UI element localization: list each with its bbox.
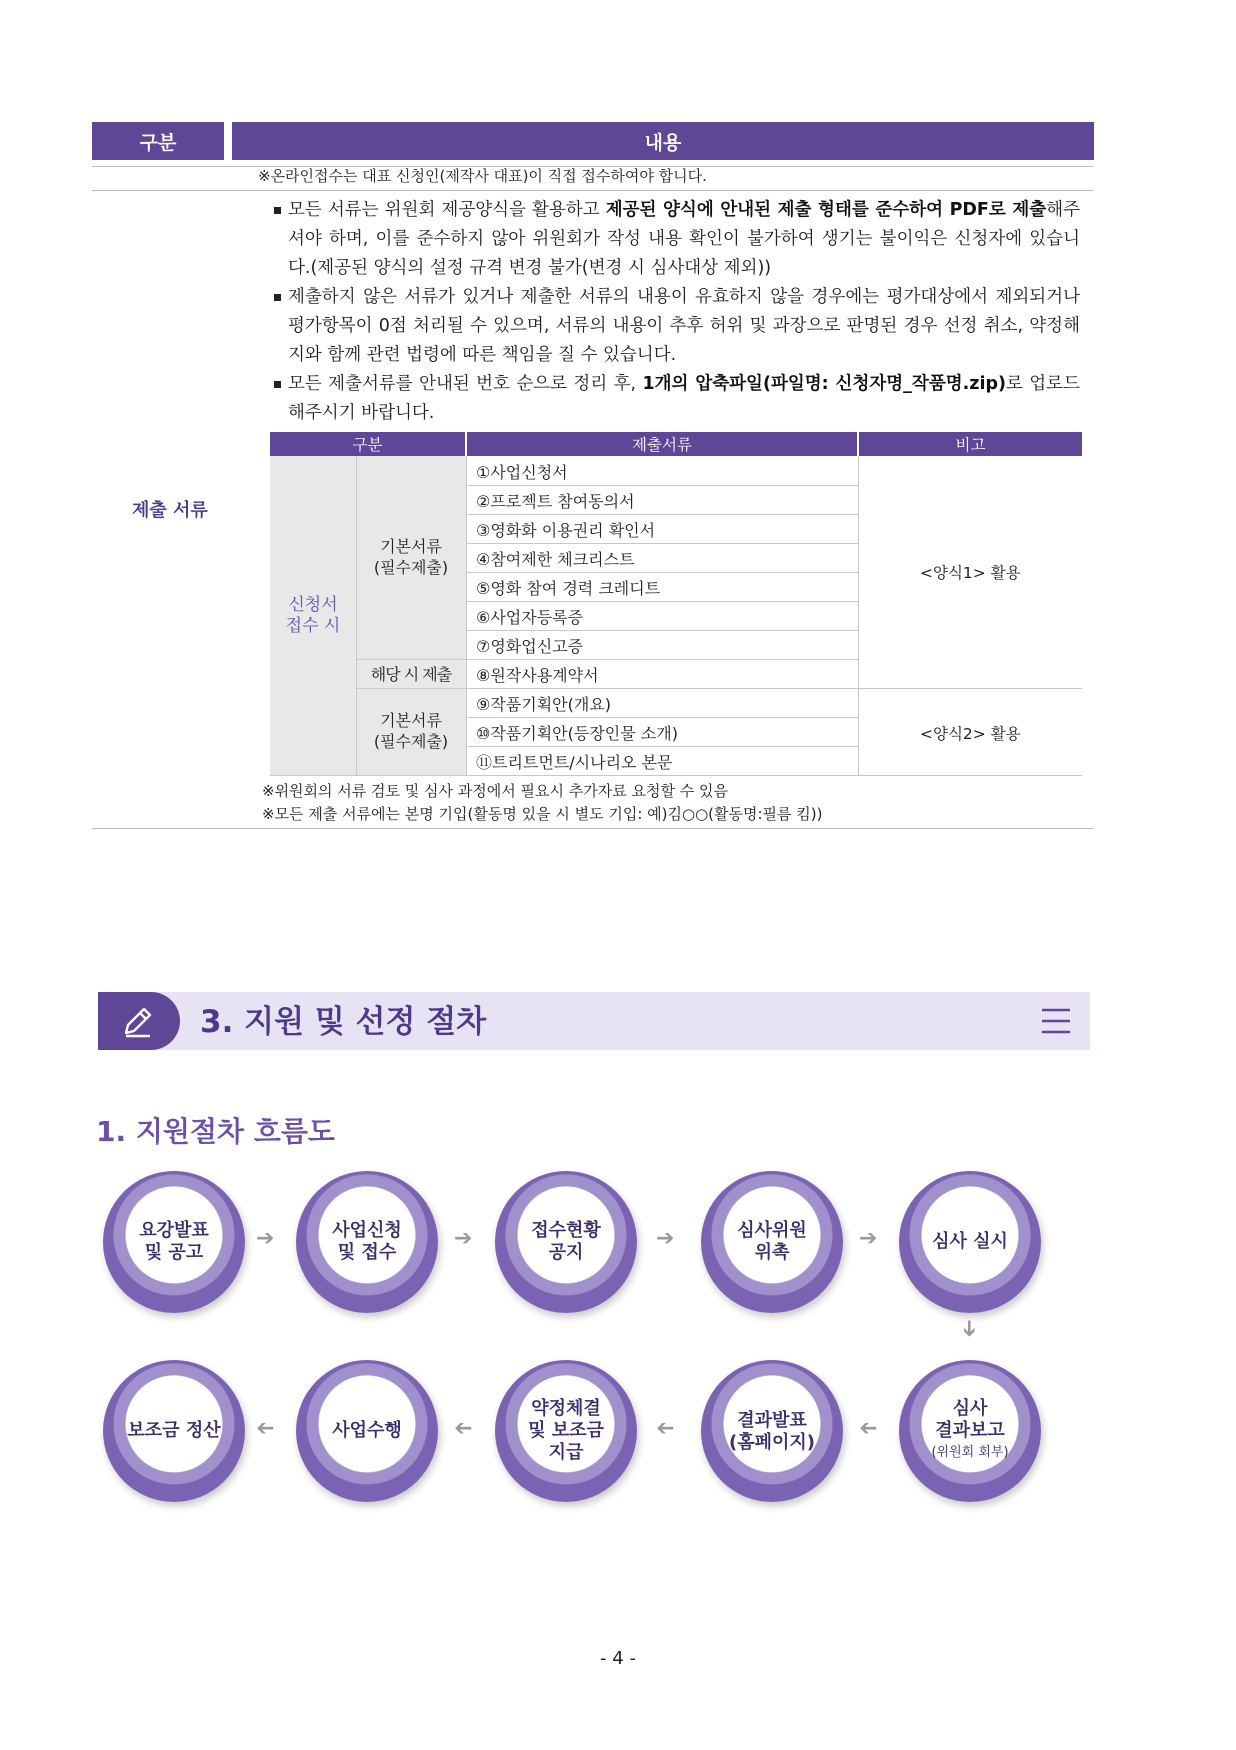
grid-line (858, 456, 859, 776)
grid-line (466, 456, 467, 776)
flow-step-label (495, 1220, 637, 1264)
header-col-content-label: 내용 (644, 131, 682, 154)
flow-step-label (495, 1398, 637, 1464)
arrow-right-icon: ➔ (256, 1226, 275, 1251)
flow-step-line: 결과발표 (737, 1410, 807, 1431)
grid-line (466, 717, 858, 718)
category-line: 기본서류 (380, 711, 442, 730)
remark-form1: <양식1> 활용 (920, 564, 1021, 582)
guideline-text: 모든 제출서류를 안내된 번호 순으로 정리 후, (288, 374, 643, 394)
note-line: ※위원회의 서류 검토 및 심사 과정에서 필요시 추가자료 요청할 수 있음 (262, 782, 728, 800)
document-item: ①사업신청서 (476, 463, 568, 482)
category-group-line: 신청서 (288, 595, 338, 615)
grid-line (356, 659, 858, 660)
arrow-right-icon: ➔ (454, 1226, 473, 1251)
inner-header-label: 제출서류 (632, 436, 692, 454)
document-item: ⑤영화 참여 경력 크레디트 (476, 579, 661, 598)
arrow-down-icon: ➔ (956, 1319, 982, 1338)
guideline-text: 로 업로드 해주시기 바랍니다. (288, 374, 1080, 423)
flow-step-line: 및 공고 (144, 1242, 204, 1263)
arrow-left-icon: ➔ (256, 1416, 275, 1441)
document-item: ③영화화 이용권리 확인서 (476, 521, 656, 540)
category-line: 기본서류 (380, 537, 442, 556)
inner-header-label: 비고 (955, 436, 986, 454)
guideline-item (272, 370, 1080, 428)
flow-step-line: 보조금 정산 (127, 1420, 221, 1441)
flow-step-line: 요강발표 (139, 1220, 209, 1241)
guideline-item: 제출하지 않은 서류가 있거나 제출한 서류의 내용이 유효하지 않을 경우에는 평가대상에서 제외되거나 평가항목이 0점 처리될 수 있으며, 서류의 내용이 추후 허위 및 과장으로 판명된 경우 선정 취소, 약정해지와 함께 관련 법령에 따른 책임을 질 수 있습니다. (272, 283, 1080, 370)
section-header-tab (98, 992, 180, 1050)
category-group (270, 595, 356, 637)
flow-step-line: 약정체결 (531, 1398, 601, 1419)
table-bottom-border (92, 828, 1094, 829)
header-col-category-label: 구분 (139, 131, 177, 154)
inner-header-category (270, 432, 465, 456)
category-basic-required (356, 710, 466, 752)
grid-line (466, 601, 858, 602)
flow-step-line: 심사 (952, 1398, 988, 1419)
pencil-icon (118, 1001, 158, 1041)
flow-step-line: 공지 (548, 1242, 584, 1263)
flow-step-line: 결과보고 (935, 1420, 1005, 1441)
flow-step-line: 사업신청 (332, 1220, 402, 1241)
documents-table (270, 432, 1082, 776)
inner-header-documents (467, 432, 857, 456)
flow-step-label (296, 1420, 438, 1442)
guideline-emphasis: 제공된 양식에 안내된 제출 형태를 준수하여 PDF로 제출 (605, 200, 1047, 220)
flow-step-label (899, 1398, 1041, 1464)
grid-line (466, 543, 858, 544)
flow-step-line: 심사위원 (737, 1220, 807, 1241)
document-item: ⑨작품기획안(개요) (476, 695, 612, 714)
flow-step-line: (위원회 회부) (931, 1445, 1009, 1460)
divider (92, 190, 1094, 191)
guideline-item (272, 196, 1080, 283)
grid-line (466, 746, 858, 747)
category-when-applicable: 해당 시 제출 (370, 665, 452, 684)
header-col-content (232, 122, 1094, 160)
flow-step-label (701, 1410, 843, 1454)
category-line: (필수제출) (373, 732, 449, 751)
grid-line (466, 572, 858, 573)
flow-step-line: 및 접수 (337, 1242, 397, 1263)
arrow-right-icon: ➔ (859, 1226, 878, 1251)
submission-guidelines (272, 196, 1080, 428)
flow-step-label (103, 1220, 245, 1264)
arrow-left-icon: ➔ (454, 1416, 473, 1441)
grid-line (466, 630, 858, 631)
arrow-left-icon: ➔ (859, 1416, 878, 1441)
arrow-right-icon: ➔ (656, 1226, 675, 1251)
flow-step-line: 및 보조금 (528, 1420, 604, 1441)
guideline-text: 모든 서류는 위원회 제공양식을 활용하고 (288, 200, 606, 220)
flow-step-line: 지급 (548, 1442, 584, 1463)
grid-line (466, 485, 858, 486)
document-item: ④참여제한 체크리스트 (476, 550, 635, 569)
flow-subtitle: 1. 지원절차 흐름도 (96, 1115, 335, 1148)
inner-header-remark (859, 432, 1082, 456)
note-line: ※모든 제출 서류에는 본명 기입(활동명 있을 시 별도 기입: 예)김○○(활동명:필름 킴)) (262, 805, 823, 823)
category-line: (필수제출) (373, 558, 449, 577)
flow-step-label (296, 1220, 438, 1264)
document-item: ⑦영화업신고증 (476, 637, 584, 656)
document-item: ②프로젝트 참여동의서 (476, 492, 635, 511)
arrow-left-icon: ➔ (656, 1416, 675, 1441)
header-col-category (92, 122, 224, 160)
document-item: ⑩작품기획안(등장인물 소개) (476, 724, 678, 743)
category-group-line: 접수 시 (285, 616, 341, 636)
flow-step-label (103, 1420, 245, 1442)
flow-step-label (899, 1231, 1041, 1253)
flow-step-line: 위촉 (754, 1242, 790, 1263)
row-label-submission: 제출 서류 (132, 500, 208, 521)
document-item: ⑪트리트먼트/시나리오 본문 (476, 753, 673, 772)
section-title: 3. 지원 및 선정 절차 (200, 1004, 487, 1040)
guideline-text: 해주셔야 하며, 이를 준수하지 않아 위원회가 작성 내용 확인이 불가하여 생기는 불이익은 신청자에 있습니다.(제공된 양식의 설정 규격 변경 불가(변경 시 심사대상 제외)) (288, 200, 1080, 278)
flow-step-line: 사업수행 (332, 1420, 402, 1441)
grid-line (356, 688, 1082, 689)
online-note: ※온라인접수는 대표 신청인(제작사 대표)이 직접 접수하여야 합니다. (258, 167, 707, 185)
guideline-emphasis: 1개의 압축파일(파일명: 신청자명_작품명.zip) (642, 374, 1006, 394)
flow-step-line: 접수현황 (531, 1220, 601, 1241)
submission-notes (262, 780, 823, 826)
grid-line (270, 775, 1082, 776)
flow-step-line: 심사 실시 (932, 1231, 1008, 1252)
flow-step-label (701, 1220, 843, 1264)
document-item: ⑧원작사용계약서 (476, 666, 599, 685)
document-item: ⑥사업자등록증 (476, 608, 584, 627)
remark-form2: <양식2> 활용 (920, 725, 1021, 743)
inner-header-label: 구분 (352, 436, 383, 454)
menu-icon[interactable] (1040, 1007, 1072, 1035)
page-number: - 4 - (600, 1648, 636, 1669)
flow-step-line: (홈페이지) (728, 1432, 815, 1453)
category-basic-required (356, 536, 466, 578)
grid-line (466, 514, 858, 515)
